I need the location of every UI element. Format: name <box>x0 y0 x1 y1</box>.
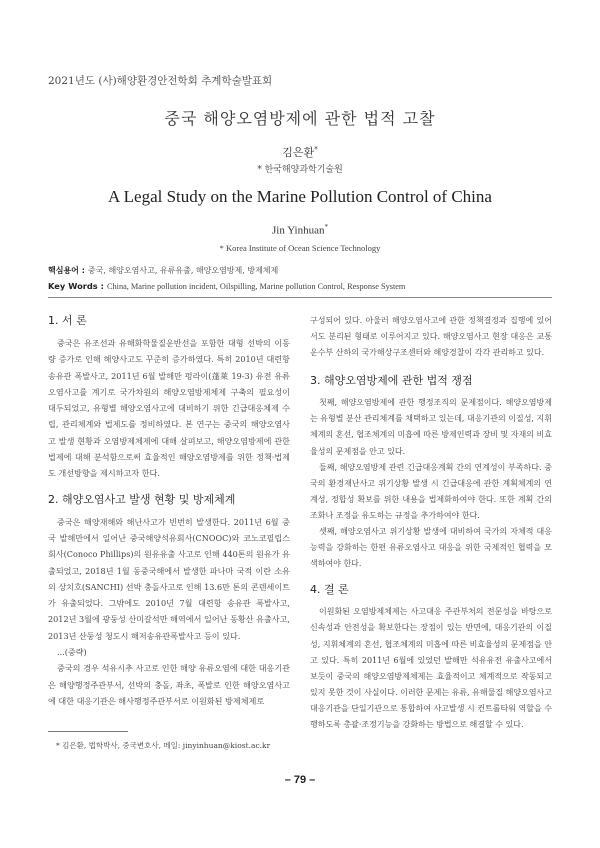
author-korean <box>0 144 600 160</box>
section-2-paragraph-2: 중국의 경우 석유시추 사고로 인한 해양 유류오염에 대한 대응기관은 해양행정주관부서, 선박의 충돌, 좌초, 폭발로 인한 해양오염사고에 대한 대응기관은 해사행정주관부서로 이원화된 방제체제로 <box>48 663 290 706</box>
section-1-paragraph: 중국은 유조선과 유해화학물질운반선을 포함한 대형 선박의 이동량 증가로 인해 해양사고도 꾸준히 증가하였다. 특히 2010년 대련항 송유관 폭발사고, 2011년 6월 발해만 펑라이(蓬萊 19-3) 유전 유류오염사고를 계기로 국가차원의 해양오염방제체제 구축의 필요성이 대두되었고, 유형별 해양오염사고에 대비하기 위한 긴급대응체제 수립, 관리체계와 법제도를 정비하였다. 본 연구는 중국의 해양오염사고 발생 현황과 오염방제체제에 대해 살펴보고, 해양오염방제에 관한 법제에 대해 분석함으로써 효율적인 해양오염방제를 위한 정책·법제도 개선방향을 제시하고자 한다. <box>48 338 290 479</box>
footnote-divider <box>48 731 128 732</box>
section-2-paragraph-1: 중국은 해양재해와 해난사고가 빈번히 발생한다. 2011년 6월 중국 발해만에서 일어난 중국해양석유회사(CNOOC)와 코노코필립스회사(Conoco Phillips)의 원유유출 사고로 인해 440톤의 원유가 유출되었고, 2018년 1월 동중국해에서 발생한 파나마 국적 이란 소유의 상치호(SANCHI) 선박 충돌사고로 인해 13.6만 톤의 콘덴세이트가 유출되었다. 그밖에도 2010년 7월 대련항 송유관 폭발사고, 2012년 3월에 광둥성 산미갈석만 해역에서 일어난 동황산 유출사고, 2013년 산둥성 청도시 해저송유관폭발사고 등이 있다. <box>48 516 290 641</box>
affiliation-english: * Korea Institute of Ocean Science Technology <box>219 243 381 253</box>
author-korean-mark: * <box>314 145 318 154</box>
section-3-heading: 3. 해양오염방제에 관한 법적 쟁점 <box>310 374 473 388</box>
author-english-name: Jin Yinhuan <box>272 224 325 237</box>
keywords-korean <box>48 265 278 276</box>
affiliation-korean: * 한국해양과학기술원 <box>257 165 343 175</box>
conference-header: 2021년도 (사)해양환경안전학회 추계학술발표회 <box>48 75 273 87</box>
keywords-english-text: China, Marine pollution incident, Oilspilling, Marine pollution Control, Response System <box>106 282 406 291</box>
section-4-heading: 4. 결 론 <box>310 583 349 597</box>
left-column <box>48 313 290 709</box>
section-2-heading: 2. 해양오염사고 발생 현황 및 방제체계 <box>48 492 236 506</box>
right-column <box>310 313 552 733</box>
section-3-paragraph-1: 첫째, 해양오염방제에 관한 행정조직의 문제점이다. 해양오염방제는 유형별 분산 관리체계를 채택하고 있는데, 대응기관의 이질성, 지휘체계의 혼선, 협조체계의 미흡에 따른 방제인력과 장비 및 자재의 비효율성의 문제점을 안고 있다. <box>310 398 552 456</box>
header-divider <box>48 297 552 298</box>
section-2-omission: ...(중략) <box>57 647 87 658</box>
keywords-english-label: Key Words : <box>48 281 104 291</box>
footnote: * 김은환, 법학박사, 중국변호사, 메일: jinyinhuan@kiost.ac.kr <box>56 741 271 750</box>
keywords-korean-text: 중국, 해양오염사고, 유류유출, 해양오염방제, 방제체제 <box>87 266 279 275</box>
title-korean: 중국 해양오염방제에 관한 법적 고찰 <box>164 109 436 128</box>
title-english: A Legal Study on the Marine Pollution Control of China <box>108 187 492 206</box>
section-4-paragraph: 이원화된 오염방제체제는 사고대응 주관부처의 전문성을 바탕으로 신속성과 안전성을 확보한다는 장점이 있는 반면에, 대응기관의 이질성, 지휘체계의 혼선, 협조체계의 미흡에 따른 비효율성의 문제점을 안고 있다. 특히 2011년 6월에 있었던 발해만 석유유전 유출사고에서 보듯이 중국의 해양오염방제체제는 효율적이고 체계적으로 작동되고 있지 못한 것이 사실이다. 이러한 문제는 유류, 유해물질 해양오염사고 대응기관을 단일기관으로 통합하여 사고발생 시 컨트롤타워 역할을 수행하도록 총괄·조정기능을 강화하는 방법으로 해결할 수 있다. <box>310 607 552 729</box>
section-2-paragraph-2-continued: 구성되어 있다. 아울러 해양오염사고에 관한 정책결정과 집행에 있어서도 분리된 형태로 이루어지고 있다. 해양오염사고 현장 대응은 교통운수부 산하의 국가해상구조센터와 해양경찰이 각각 관리하고 있다. <box>310 316 552 358</box>
keywords-korean-label: 핵심용어 : <box>48 266 85 275</box>
author-english <box>0 223 600 237</box>
section-3-paragraph-3: 셋째, 해양오염사고 위기상황 발생에 대비하여 국가의 자체적 대응능력을 강화하는 한편 유류오염사고 대응을 위한 국제적인 협력을 모색하여야 한다. <box>310 527 552 569</box>
section-1-heading: 1. 서 론 <box>48 314 87 327</box>
page-number: – 79 – <box>284 774 316 786</box>
author-korean-name: 김은환 <box>282 146 315 159</box>
author-english-mark: * <box>324 223 328 231</box>
section-3-paragraph-2: 둘째, 해양오염방제 관련 긴급대응계획 간의 연계성이 부족하다. 중국의 환경재난사고 위기상황 발생 시 긴급대응에 관한 계획체계의 연계성, 정합성 확보를 위한 내용을 법제화하여야 한다. 또한 계획 간의 조화나 조정을 유도하는 규정을 추가하여야 한다. <box>310 462 552 520</box>
keywords-english <box>48 281 405 291</box>
